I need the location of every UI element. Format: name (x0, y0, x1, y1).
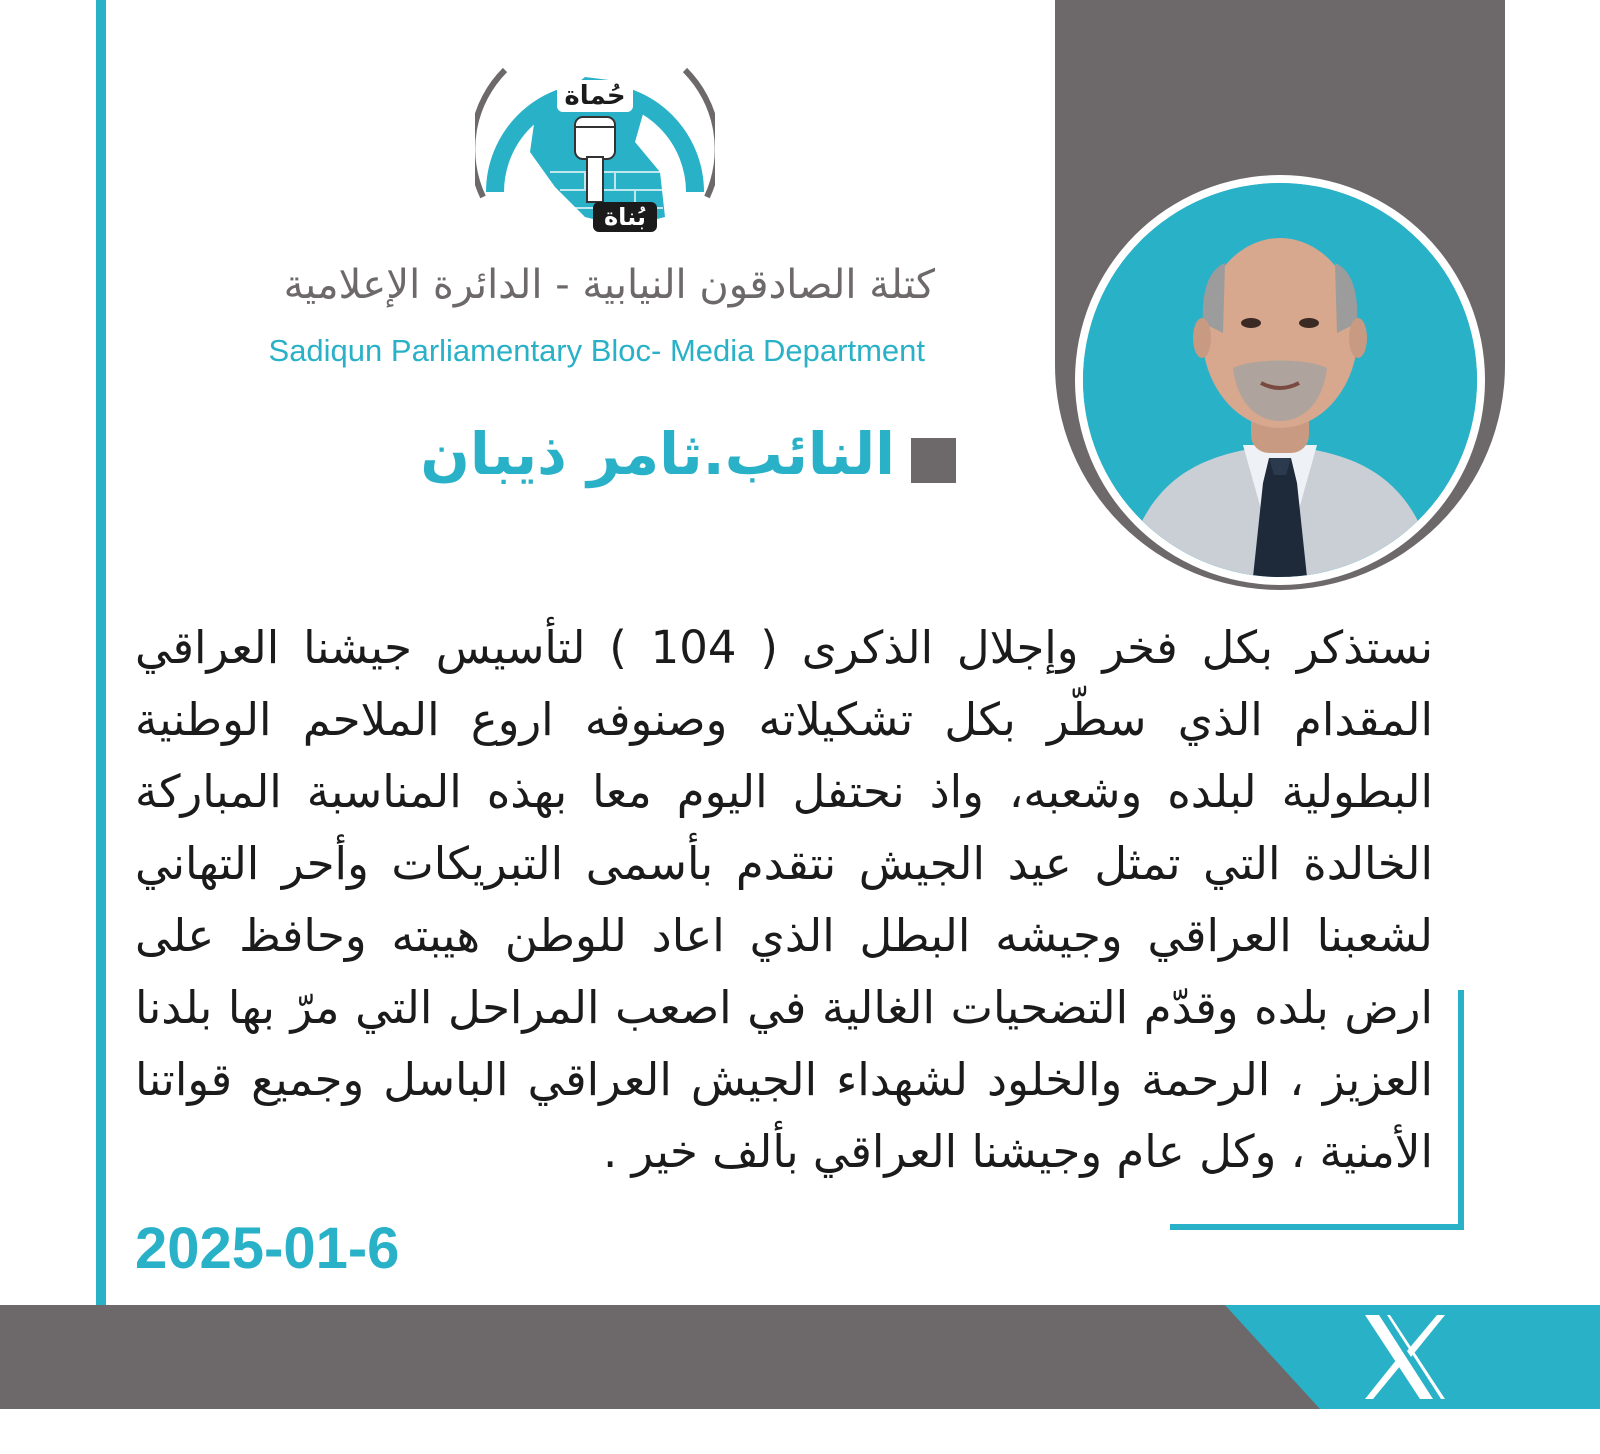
x-logo-icon[interactable] (1350, 1305, 1460, 1409)
statement-text: نستذكر بكل فخر وإجلال الذكرى ( 104 ) لتأسيس جيشنا العراقي المقدام الذي سطّر بكل تشكيلاته وصنوفه اروع الملاحم الوطنية البطولية لبلده وشعبه، واذ نحتفل اليوم معا بهذه المناسبة المباركة الخالدة التي تمثل عيد الجيش نتقدم بأسمى التبريكات وأحر التهاني لشعبنا العراقي وجيشه البطل الذي اعاد للوطن هيبته وحافظ على ارض بلده وقدّم التضحيات الغالية في اصعب المراحل التي مرّ بها بلدنا العزيز ، الرحمة والخلود لشهداء الجيش العراقي الباسل وجميع قواتنا الأمنية ، وكل عام وجيشنا العراقي بألف خير . (135, 621, 1433, 1178)
org-name-english: Sadiqun Parliamentary Bloc- Media Department (268, 333, 925, 368)
speaker-name: النائب.ثامر ذيبان (420, 420, 895, 488)
org-name-arabic: كتلة الصادقون النيابية - الدائرة الإعلامية (283, 262, 935, 308)
left-accent-bar (96, 0, 106, 1305)
logo-badge-bottom: بُناة (593, 202, 657, 232)
logo-ring-text: حركة الصادقون (559, 28, 631, 41)
title-square-marker (911, 438, 956, 483)
sadiqun-logo (475, 22, 715, 247)
logo-badge-top: حُماة (557, 80, 633, 112)
post-date: 2025-01-6 (135, 1216, 400, 1281)
text-frame-right (1458, 990, 1464, 1230)
portrait-photo (1083, 183, 1477, 577)
text-frame-bottom (1170, 1224, 1464, 1230)
